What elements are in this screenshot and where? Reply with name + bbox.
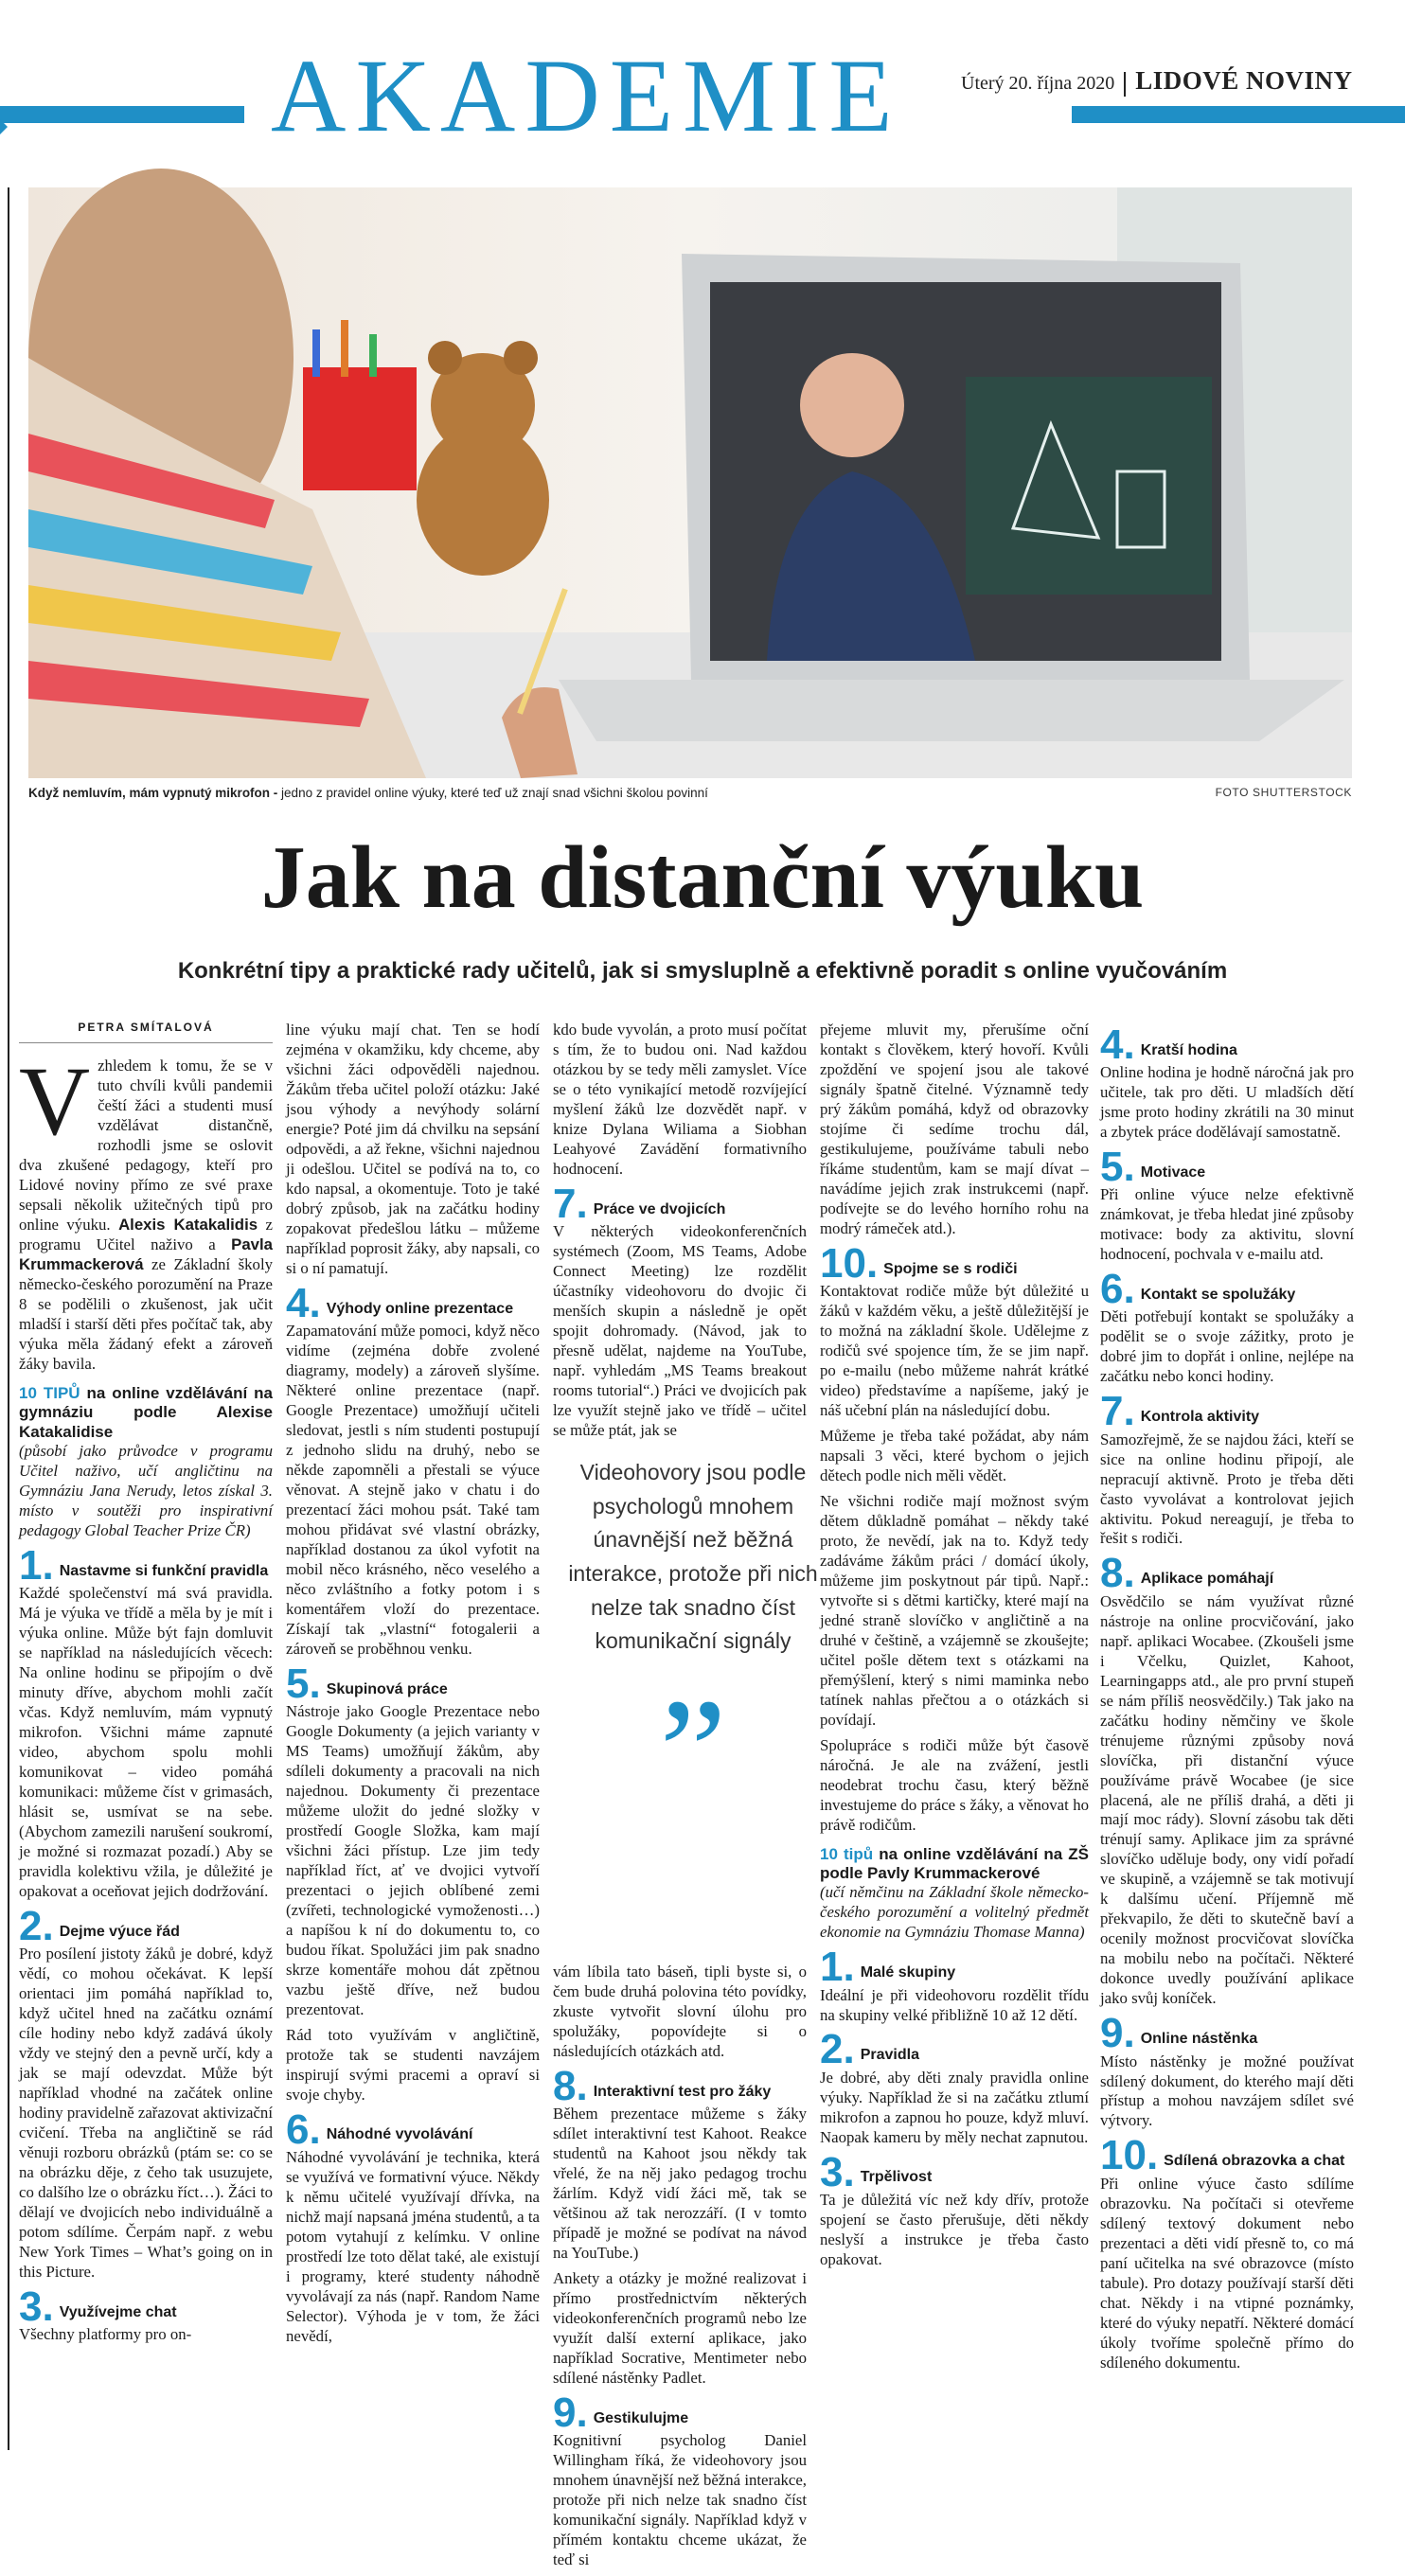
- zs-tip-7-heading: 7. Kontrola aktivity: [1100, 1388, 1260, 1435]
- zs-tip-7-text: Samozřejmě, že se najdou žáci, kteří se sice na online hodinu připojí, ale nepracují aktivně. Proto je třeba děti často vyvolávat a kontrolovat jejich aktivitu. Pokud nereagují, je třeba to řešit s rodiči.: [1100, 1430, 1354, 1548]
- tip-10-text: Kontaktovat rodiče může být důležité u žáků v každém věku, a ještě důležitější je to možná na základní škole. Udělejme z rodičů své spojence tím, že se jim např. po e-mailu (nebo můžeme nahrát krátké video) představíme a napíšeme, jaký je náš učební plán na následující dobu.: [820, 1282, 1089, 1419]
- zs-tip-8-text: Osvědčilo se nám využívat různé nástroje na online procvičování, jako např. aplikaci Wocabee. (Zkoušeli jsme i Včelku, Quizlet, Kahoot, Learningapps atd., ale pro první stupeň se nám příliš neosvědčily.) Tak jako na začátku hodiny němčiny ve škole trénujeme různými způsoby nová slovíčka, při distanční výuce používáme právě Wocabee (je sice placená, ale ne příliš drahá, a děti ji mají moc rády). Slovní zásobu tak děti trénují samy. Aplikace jim za správné slovíčko uděluje body, ony vidí pořadí ve skupině, a vzájemně se tak motivují k dalšímu učení. Příjemně mě překvapilo, že děti to skutečně baví a ocenily možnost procvičovat slovíčka na mobilu nebo na počítači. Některé dokonce uvedly používání aplikace jako svůj koníček.: [1100, 1591, 1354, 2008]
- col4-text-2: Můžeme je třeba také požádat, aby nám napsali 3 věci, které bychom o jejich dětech podle nich měli vědět.: [820, 1426, 1089, 1484]
- col4-text: přejeme mluvit my, přerušíme oční kontakt s člověkem, který hovoří. Kvůli zpoždění ve spojení jsou ale takové signály špatně čitelné. Významně tedy prý žákům pomáhá, když od obrazovky stojíme či sedíme trochu dál, gestikulujeme, používáme tabuli nebo říkáme studentům, kam se mají dívat – navádíme jejich zrak instrukcemi (např. podívejte se do levého horního rohu na modrý rámeček atd.).: [820, 1021, 1089, 1237]
- zs-tip-1-text: Ideální je při videohovoru rozdělit třídu na skupiny velké přibližně 10 až 12 dětí.: [820, 1985, 1089, 2024]
- header-bar-right: [1072, 106, 1405, 123]
- quote-mark-icon: ”: [659, 1666, 727, 1836]
- photo-credit: FOTO SHUTTERSTOCK: [1215, 786, 1352, 799]
- zs-tip-5-heading: 5. Motivace: [1100, 1144, 1206, 1191]
- zs-tip-3-heading: 3. Trpělivost: [820, 2148, 933, 2195]
- header-arrow-icon: [0, 119, 8, 134]
- tip-9-heading: 9. Gestikulujme: [553, 2389, 689, 2436]
- zs-tip-5-text: Při online výuce nelze efektivně známkovat, je třeba hledat jiné způsoby motivace: body za aktivitu, slovní hodnocení, pochvala v e-mailu atd.: [1100, 1185, 1354, 1264]
- tip-2-text: Pro posílení jistoty žáků je dobré, když vědí, co mohou očekávat. K lepší orientaci jim pomáhá například to, když učitel hned na začátku oznámí cíle hodiny nebo když zadává úkoly vždy ve stejný den a pevně určí, kdy a jak se mají odevzdat. Může být například vhodné na začátek online hodiny pravidelně zařazovat aktivizační cvičení. Třeba na angličtině se rád věnuji rozboru obrázků (ptám se: co se na obrázku děje, z čeho tak usuzujete, co dalšího lze o obrázku říct…). Žáci to dělají ve dvojicích nebo individuálně a potom sdílíme. Čerpám např. z webu New York Times – What’s going on in this Picture.: [19, 1944, 273, 2281]
- col3-text: kdo bude vyvolán, a proto musí počítat s tím, že to budou oni. Nad každou otázkou by se tedy měli zamyslet. Více se o této vynikající metodě rozvíjející myšlení žáků lze dozvědět např. v knize Dylana Wiliama a Siobhan Leahyové Zavádění formativního hodnocení.: [553, 1021, 807, 1178]
- zs-tip-4-text: Online hodina je hodně náročná jak pro učitele, tak pro děti. U mladších dětí jsme proto hodiny zkrátili na 30 minut a zbytek práce dodělávají samostatně.: [1100, 1063, 1354, 1142]
- caption-bold: Když nemluvím, mám vypnutý mikrofon -: [28, 786, 278, 800]
- tip-5-text: Nástroje jako Google Prezentace nebo Google Dokumenty (a jejich varianty v MS Teams) umožňují žákům, aby sdíleli dokumenty a pracovali na nich najednou. Dokumenty či prezentace můžeme uložit do jedné složky v prostředí Google Složka, kam mají všichni žáci přístup. Lze jim tedy například říct, ať ve dvojici vytvoří prezentaci o jejich oblíbené zemi (zvířeti, technologické vymoženosti…) a napíšou k ní do dokumentu to, co budou říkat. Spolužáci jim pak snadno skrze komentáře mohou dát zpětnou vazbu ještě dříve, než budou prezentovat.: [286, 1701, 540, 2018]
- caption-text: jedno z pravidel online výuky, které teď už znají snad všichni školou povinní: [277, 786, 708, 800]
- zs-tip-9-text: Místo nástěnky je možné používat sdílený dokument, do kterého mají děti přístup a mohou navzájem sdílet své výtvory.: [1100, 2052, 1354, 2130]
- subheadline: Konkrétní tipy a praktické rady učitelů, jak si smysluplně a efektivně poradit s online vyučováním: [177, 958, 1228, 984]
- column-4: [820, 1021, 1089, 2276]
- section-title: AKADEMIE: [271, 38, 902, 153]
- col3-text-3: Ankety a otázky je možné realizovat i přímo prostřednictvím některých videokonferenčních programů nebo lze využít další externí aplikace, jako například Socrative, Mentimeter nebo sdílené nástěnky Padlet.: [553, 2268, 807, 2387]
- tip-4-text: Zapamatování může pomoci, když něco vidíme (zejména dobře zvolené diagramy, modely) a zároveň slyšíme. Některé online prezentace (např. Google Prezentace) umožňují učiteli sledovat, jestli s ním studenti postupují z jednoho slidu na druhý, nebo se někde zapomněli a přestali se výuce věnovat. A stejně jako v chatu i do prezentací žáci mohou psát. Také tam mohou přidávat své vlastní obrázky, například dostanou za úkol vyfotit na mobil něco krásného, něco veselého a něco zvláštního a fotky potom i s komentářem vloží do prezentace. Získají tak „vlastní“ fotogalerii a zároveň se proběhnou venku.: [286, 1321, 540, 1658]
- tip-10-heading: 10. Spojme se s rodiči: [820, 1239, 1018, 1287]
- paper-name: LIDOVÉ NOVINY: [1135, 66, 1353, 95]
- photo-caption: [28, 786, 1352, 800]
- column-2: [286, 1021, 540, 2353]
- zs-tips-section-title: 10 tipů na online vzdělávání na ZŠ podle Pavly Krummackerové: [820, 1844, 1089, 1882]
- zs-tip-2-heading: 2. Pravidla: [820, 2026, 919, 2073]
- column-1: [19, 1021, 273, 2351]
- tip-3-heading: 3. Využívejme chat: [19, 2283, 177, 2330]
- tip-7-text: V některých videokonferenčních systémech (Zoom, MS Teams, Adobe Connect Meeting) lze rozdělit účastníky videohovoru do dvojic či menších skupin a následně je opět spojit dohromady. (Návod, jak to přesně udělat, najdeme na YouTube, např. vyhledám „MS Teams breakout rooms tutorial“.) Práci ve dvojicích pak lze využít stejně jako ve třídě – učitel se může ptát, jak se: [553, 1222, 807, 1439]
- zs-tip-6-text: Děti potřebují kontakt se spolužáky a podělit se o svoje zážitky, proto je dobré jim to dopřát i online, nejlépe na začátku nebo konci hodiny.: [1100, 1307, 1354, 1386]
- col4-text-4: Spolupráce s rodiči může být časově náročná. Je ale na zvážení, jestli neodebrat trochu času, který běžně investujeme do práce s žáky, a věnovat ho právě rodičům.: [820, 1735, 1089, 1834]
- zs-tip-3-text: Ta je důležitá víc než kdy dřív, protože spojení se často přerušuje, děti někdy neslyší a instrukce je třeba často opakovat.: [820, 2190, 1089, 2268]
- col4-text-3: Ne všichni rodiče mají možnost svým dětem důkladně pomáhat – někdy také proto, že nevědí, jak na to. Když tedy zadáváme žákům práci / domácí úkoly, můžeme jim poskytnout pár tipů. Např.: vytvořte si s dětmi kartičky, které mají na jedné straně slovíčko v angličtině a na druhé v češtině, a vzájemně se zkoušejte; učitel pošle dětem text s otázkami na přemýšlení, který s nimi maminka nebo tatínek nahlas přečtou a o otázkách si povídají.: [820, 1491, 1089, 1729]
- tip-6-text: Náhodné vyvolávání je technika, která se využívá ve formativní výuce. Někdy k němu učitelé využívají dřívka, na nichž mají napsaná jména studentů, a ta potom vytahují z kelímku. V online prostředí lze toto dělat také, ale existují i programy, které studenty náhodně vyvolávají za nás (např. Random Name Selector). Výhoda je v tom, že žáci nevědí,: [286, 2147, 540, 2345]
- header-divider: [1124, 72, 1126, 97]
- tips-section-intro: (působí jako průvodce v programu Učitel naživo, učí angličtinu na Gymnáziu Jana Nerudy, letos získal 3. místo v soutěži pro inspirativní pedagogy Global Teacher Prize ČR): [19, 1441, 273, 1539]
- zs-tip-8-heading: 8. Aplikace pomáhají: [1100, 1550, 1274, 1597]
- tip-9-text: Kognitivní psycholog Daniel Willingham říká, že videohovory jsou mnohem únavnější než běžná interakce, protože při nich nelze tak snadno číst komunikační signály. Například když v přímém kontaktu chceme ukázat, že teď si: [553, 2430, 807, 2568]
- tip-4-heading: 4. Výhody online prezentace: [286, 1279, 514, 1326]
- tip-5-heading: 5. Skupinová práce: [286, 1660, 448, 1707]
- zs-tip-10-text: Při online výuce často sdílíme obrazovku. Na počítači si otevřeme sdílený textový dokument nebo prezentaci a děti vidí přesně to, co má paní učitelka na své obrazovce (místo tabule). Pro dotazy používají starší děti chat. Někdy i na vtipné poznámky, které do výuky nepatří. Některé domácí úkoly tvoříme společně přímo do sdíleného dokumentu.: [1100, 2174, 1354, 2372]
- drop-cap: V: [19, 1047, 91, 1156]
- intro-paragraph: Vzhledem k tomu, že se v tuto chvíli kvůli pandemii čeští žáci a studenti musí vzdělávat distančně, rozhodli jsme se oslovit dva zkušené pedagogy, kteří pro Lidové noviny přímo ze své praxe sepsali několik užitečných tipů pro online výuku. Alexis Katakalidis z programu Učitel naživo a Pavla Krummackerová ze Základní školy německo-českého porozumění na Praze 8 se podělili o zkušenost, jak učit mladší i starší děti přes počítač tak, aby výuka měla žádaný efekt a zároveň žáky bavila.: [19, 1047, 273, 1373]
- tip-8-text: Během prezentace můžeme s žáky sdílet interaktivní test Kahoot. Reakce studentů na Kahoot jsou někdy tak vřelé, že na něj jako pedagog trochu žárlím. Když vidí žáci mě, tak se většinou až tak nerozzáří. (I v tomto případě je možné se podívat na návod na YouTube.): [553, 2105, 807, 2262]
- tip-7-heading: 7. Práce ve dvojicích: [553, 1180, 726, 1227]
- pull-quote-text: Videohovory jsou podle psychologů mnohem únavnější než běžná interakce, protože při nich nelze tak snadno číst komunikační signály: [568, 1460, 818, 1654]
- byline: PETRA SMÍTALOVÁ: [19, 1021, 273, 1043]
- tip-6-heading: 6. Náhodné vyvolávání: [286, 2105, 473, 2153]
- col2-text: line výuku mají chat. Ten se hodí zejména v okamžiku, kdy chceme, aby všichni žáci odpověděli najednou. Žákům třeba učitel položí otázku: Jaké jsou výhody a nevýhody solární energie? Poté jim dá chvilku na sepsání odpovědi, a až řekne, všichni najednou ji odešlou. Učitel se podívá na to, co kdo napsal, a okomentuje. Toto je také dobrý způsob, jak na začátku hodiny zopakovat předešlou látku – můžeme například poprosit žáky, aby napsali, co si o ní pamatují.: [286, 1021, 540, 1277]
- tip-2-heading: 2. Dejme výuce řád: [19, 1902, 180, 1949]
- tip-1-text: Každé společenství má svá pravidla. Má je výuka ve třídě a měla by je mít i výuka online. Může být fajn domluvit se například na následujících věcech: Na online hodinu se připojím o dvě minuty dříve, abychom mohli začít včas. Když nemluvím, mám vypnutý mikrofon. Všichni máme zapnuté video, abychom spolu mohli komunikovat – video pomáhá komunikaci: můžeme číst v grimasách, hlásit se, usmívat se na sebe. (Abychom zamezili narušení soukromí, je možné si rozmazat pozadí.) Aby se pravidla kolektivu vžila, je důležité je opakovat a oceňovat jejich dodržování.: [19, 1584, 273, 1900]
- header-meta: [961, 66, 1352, 97]
- zs-tip-4-heading: 4. Kratší hodina: [1100, 1022, 1237, 1068]
- zs-tip-1-heading: 1. Malé skupiny: [820, 1944, 956, 1991]
- tip-8-heading: 8. Interaktivní test pro žáky: [553, 2062, 772, 2109]
- col3-text-2: vám líbila tato báseň, tipli byste si, o čem bude druhá polovina této povídky, zkuste vytvořit slovní úlohu pro spolužáky, popovídejte si o následujících otázkách atd.: [553, 1962, 807, 2060]
- column-5: [1100, 1021, 1354, 2378]
- zs-tip-9-heading: 9. Online nástěnka: [1100, 2010, 1258, 2057]
- tips-section-title: 10 TIPŮ na online vzdělávání na gymnáziu podle Alexise Katakalidise: [19, 1383, 273, 1441]
- zs-tip-6-heading: 6. Kontakt se spolužáky: [1100, 1266, 1296, 1313]
- pull-quote: [551, 1456, 835, 1948]
- zs-tip-2-text: Je dobré, aby děti znaly pravidla online výuky. Například že si na začátku ztlumí mikrofon a zapnou ho pouze, když mluví. Naopak kameru by měly nechat zapnutou.: [820, 2068, 1089, 2146]
- issue-date: Úterý 20. října 2020: [961, 73, 1115, 94]
- page-rule: [8, 187, 9, 2450]
- zs-tip-10-heading: 10. Sdílená obrazovka a chat: [1100, 2132, 1345, 2179]
- tip-1-heading: 1. Nastavme si funkční pravidla: [19, 1541, 269, 1589]
- tip-3-text: Všechny platformy pro on-: [19, 2324, 192, 2343]
- zs-tips-section-intro: (učí němčinu na Základní škole německo-českého porozumění a volitelný předmět ekonomie na Gymnáziu Thomase Manna): [820, 1883, 1089, 1942]
- header-bar-left: [0, 106, 244, 123]
- col2-text-2: Rád toto využívám v angličtině, protože tak se studenti navzájem inspirují svými pracemi a opraví si svoje chyby.: [286, 2025, 540, 2104]
- headline: Jak na distanční výuku: [260, 828, 1145, 927]
- article-photo: [28, 187, 1352, 778]
